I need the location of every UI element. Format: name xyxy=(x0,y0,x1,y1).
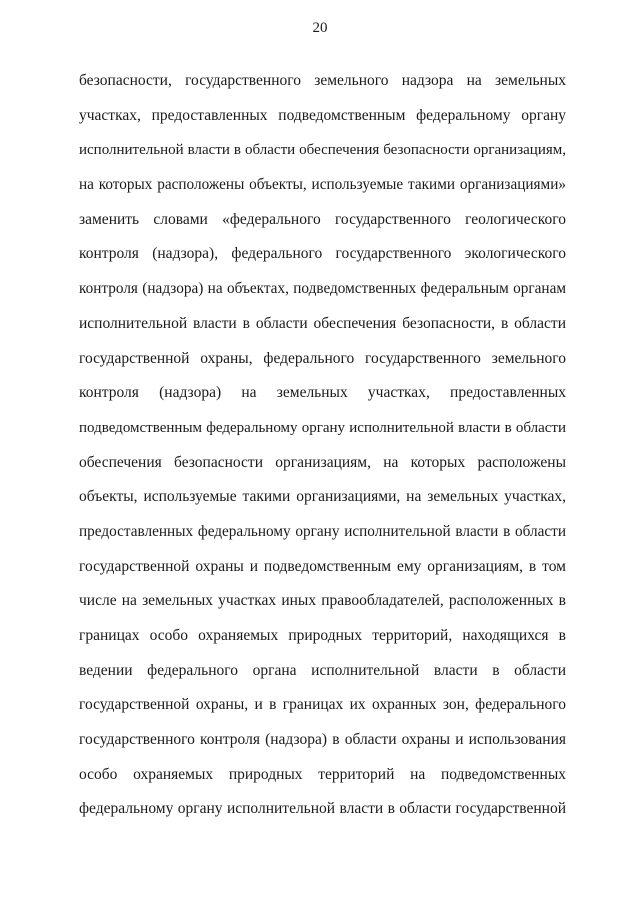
text-line: предоставленных федеральному органу исполнительной власти в области xyxy=(79,522,566,540)
page-number: 20 xyxy=(312,20,328,36)
text-line: федеральному органу исполнительной власти в области государственной xyxy=(79,800,566,818)
text-line: ведении федерального органа исполнительной власти в области xyxy=(79,661,566,679)
text-line: заменить словами «федерального государственного геологического xyxy=(79,210,566,228)
text-line: участках, предоставленных подведомственным федеральному органу xyxy=(79,106,566,124)
text-line: границах особо охраняемых природных территорий, находящихся в xyxy=(79,627,566,644)
text-line: контроля (надзора), федерального государственного экологического xyxy=(79,245,566,263)
text-line: государственного контроля (надзора) в области охраны и использования xyxy=(79,731,566,749)
text-line: контроля (надзора) на объектах, подведомственных федеральным органам xyxy=(79,280,566,298)
text-line: государственной охраны, федерального государственного земельного xyxy=(79,349,566,367)
text-line: числе на земельных участках иных правообладателей, расположенных в xyxy=(79,592,566,610)
text-line: контроля (надзора) на земельных участках, предоставленных xyxy=(79,384,566,402)
text-line: исполнительной власти в области обеспечения безопасности, в области xyxy=(79,314,566,332)
text-line: государственной охраны, и в границах их охранных зон, федерального xyxy=(79,696,566,714)
text-line: объекты, используемые такими организациями, на земельных участках, xyxy=(79,488,566,506)
text-line: подведомственным федеральному органу исполнительной власти в области xyxy=(79,419,566,436)
text-line: обеспечения безопасности организациям, на которых расположены xyxy=(79,453,566,471)
text-line: особо охраняемых природных территорий на подведомственных xyxy=(79,765,566,783)
body-text xyxy=(79,64,566,827)
text-line: на которых расположены объекты, используемые такими организациями» xyxy=(79,176,566,194)
text-line: безопасности, государственного земельного надзора на земельных xyxy=(79,72,566,89)
text-line: исполнительной власти в области обеспечения безопасности организациям, xyxy=(79,142,566,159)
text-line: государственной охраны и подведомственным ему организациям, в том xyxy=(79,557,566,575)
